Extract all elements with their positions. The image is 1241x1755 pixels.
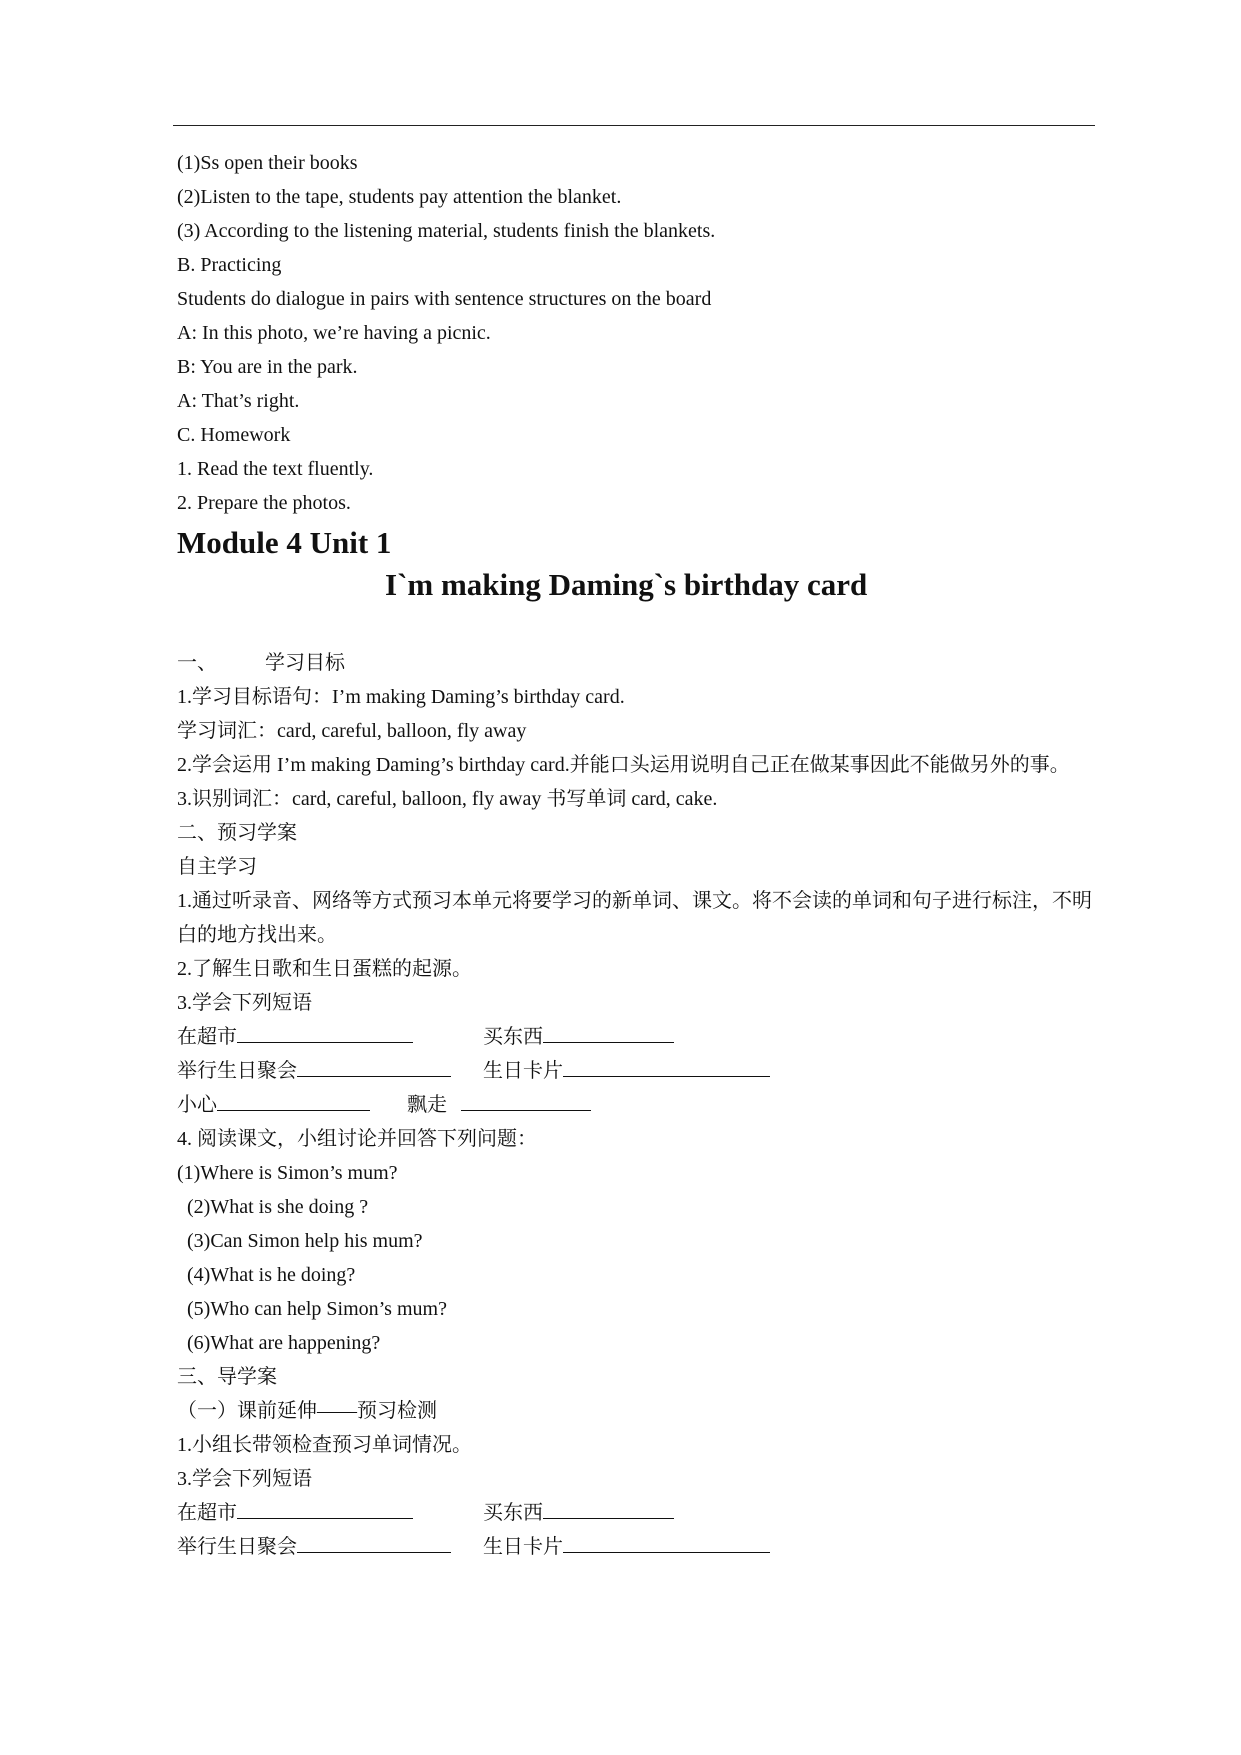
section-heading-homework: C. Homework: [177, 424, 291, 446]
dialogue-line: B: You are in the park.: [177, 356, 358, 378]
text-line: (1)Ss open their books: [177, 152, 358, 174]
text-line: (3) According to the listening material, students finish the blankets.: [177, 220, 716, 242]
preview-item: 1.通过听录音、网络等方式预习本单元将要学习的新单词、课文。将不会读的单词和句子进行标注，不明白的地方找出来。: [177, 890, 1092, 946]
phrase-label: 买东西: [483, 1026, 543, 1048]
phrase-cell: [483, 1496, 674, 1530]
text-line: (2)Listen to the tape, students pay attention the blanket.: [177, 186, 622, 208]
phrase-label: 生日卡片: [483, 1060, 563, 1082]
phrase-label: 在超市: [177, 1026, 237, 1048]
phrase-row: [177, 1088, 1095, 1122]
phrase-cell: [483, 1054, 770, 1088]
homework-item: 2. Prepare the photos.: [177, 492, 351, 514]
section-1-heading: [177, 646, 1095, 680]
phrase-cell: [483, 1530, 770, 1564]
answer-blank: [297, 1054, 451, 1077]
goal-item: 学习词汇：card, careful, balloon, fly away: [177, 720, 527, 742]
homework-item: 1. Read the text fluently.: [177, 458, 374, 480]
phrase-row: [177, 1054, 1095, 1088]
answer-blank: [563, 1530, 770, 1553]
answer-blank: [237, 1020, 413, 1043]
phrase-cell: [177, 1496, 413, 1530]
phrase-cell: [177, 1088, 370, 1122]
phrase-label: 举行生日聚会: [177, 1536, 297, 1558]
reading-task: 4. 阅读课文，小组讨论并回答下列问题：: [177, 1128, 537, 1150]
section-2-heading: 二、预习学案: [177, 822, 297, 844]
answer-blank: [461, 1088, 591, 1111]
goal-item: 1.学习目标语句：I’m making Daming’s birthday card.: [177, 686, 625, 708]
question-item: (1)Where is Simon’s mum?: [177, 1162, 398, 1184]
header-rule: [173, 125, 1095, 126]
section-3-heading: 三、导学案: [177, 1366, 277, 1388]
phrase-cell: [177, 1530, 451, 1564]
answer-blank: [543, 1496, 674, 1519]
section-number: 一、: [177, 652, 217, 674]
spacer: [177, 606, 1095, 646]
phrase-label: 生日卡片: [483, 1536, 563, 1558]
subsection-heading: （一）课前延伸——预习检测: [177, 1400, 437, 1422]
answer-blank: [297, 1530, 451, 1553]
preview-item: 2.了解生日歌和生日蛋糕的起源。: [177, 958, 472, 980]
lesson-title: I`m making Daming`s birthday card: [385, 567, 868, 602]
answer-blank: [217, 1088, 370, 1111]
section-heading-practicing: B. Practicing: [177, 254, 282, 276]
phrase-row: [177, 1020, 1095, 1054]
check-item: 3.学会下列短语: [177, 1468, 312, 1490]
phrase-cell: [177, 1020, 413, 1054]
phrase-row: [177, 1530, 1095, 1564]
text-line: Students do dialogue in pairs with sentence structures on the board: [177, 288, 712, 310]
phrase-label: 买东西: [483, 1502, 543, 1524]
answer-blank: [543, 1020, 674, 1043]
goal-item: 2.学会运用 I’m making Daming’s birthday card.并能口头运用说明自己正在做某事因此不能做另外的事。: [177, 754, 1070, 776]
preview-item: 3.学会下列短语: [177, 992, 312, 1014]
question-item: (2)What is she doing ?: [187, 1196, 369, 1218]
question-item: (3)Can Simon help his mum?: [187, 1230, 423, 1252]
module-title: Module 4 Unit 1: [177, 525, 392, 560]
answer-blank: [563, 1054, 770, 1077]
answer-blank: [237, 1496, 413, 1519]
question-item: (6)What are happening?: [187, 1332, 381, 1354]
phrase-cell: [483, 1020, 674, 1054]
check-item: 1.小组长带领检查预习单词情况。: [177, 1434, 472, 1456]
phrase-row: [177, 1496, 1095, 1530]
page-content: [177, 146, 1095, 1564]
goal-item: 3.识别词汇：card, careful, balloon, fly away 书写单词 card, cake.: [177, 788, 718, 810]
dialogue-line: A: In this photo, we’re having a picnic.: [177, 322, 491, 344]
phrase-cell: [407, 1088, 591, 1122]
question-item: (4)What is he doing?: [187, 1264, 356, 1286]
dialogue-line: A: That’s right.: [177, 390, 300, 412]
phrase-label: 举行生日聚会: [177, 1060, 297, 1082]
phrase-label: 飘走: [407, 1094, 447, 1116]
subheading-self-study: 自主学习: [177, 856, 257, 878]
phrase-label: 在超市: [177, 1502, 237, 1524]
phrase-label: 小心: [177, 1094, 217, 1116]
question-item: (5)Who can help Simon’s mum?: [187, 1298, 447, 1320]
phrase-cell: [177, 1054, 451, 1088]
section-title: 学习目标: [265, 652, 345, 674]
